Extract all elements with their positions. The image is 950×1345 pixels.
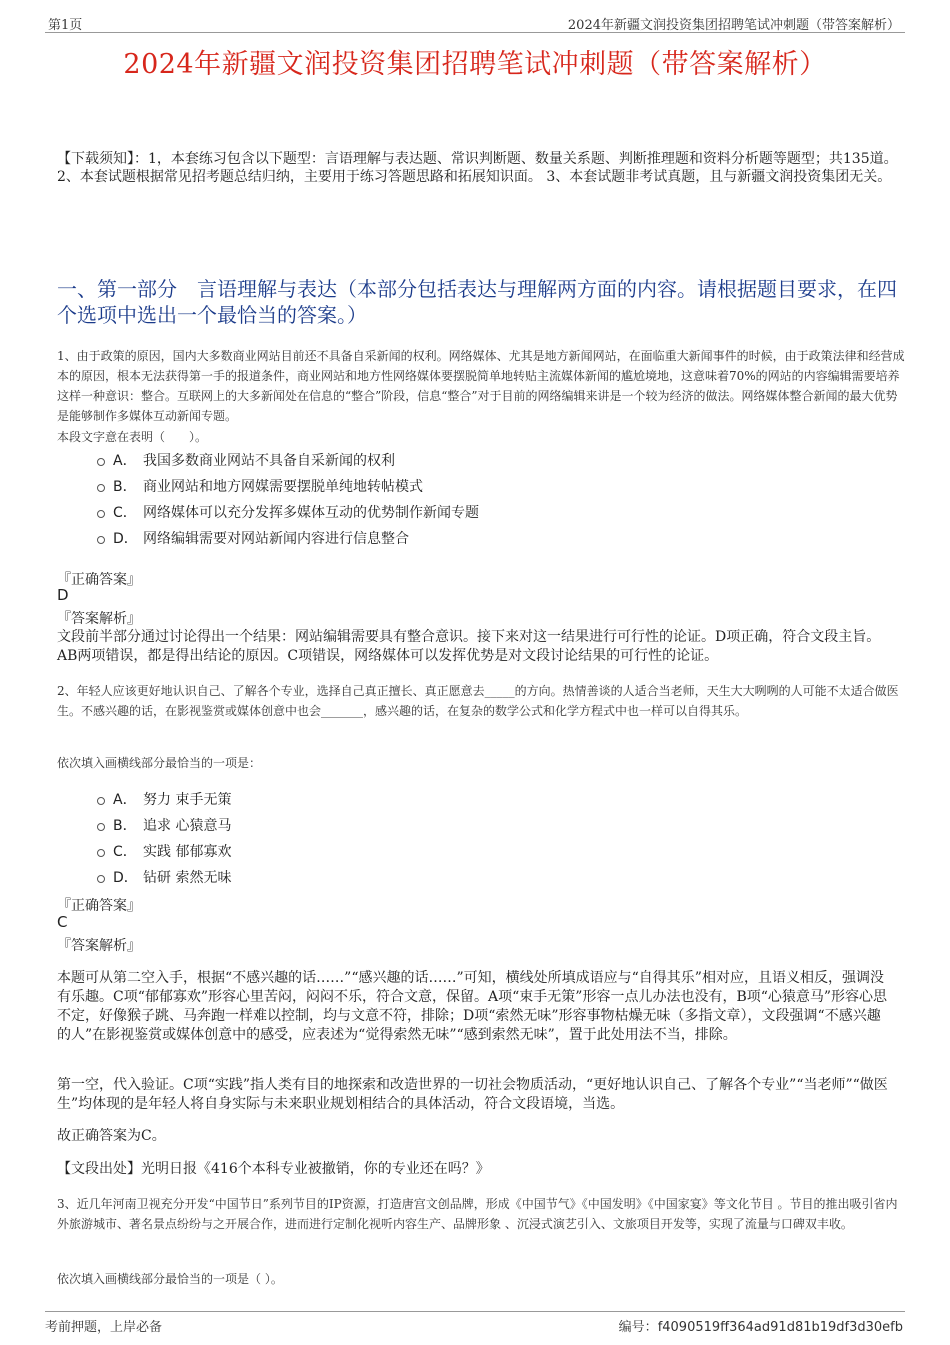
option-b[interactable]: B． 商业网站和地方网媒需要摆脱单纯地转帖模式	[97, 473, 479, 499]
analysis-label: 『答案解析』	[57, 611, 141, 627]
option-b[interactable]: B． 追求 心猿意马	[97, 812, 231, 838]
page-header	[45, 12, 905, 33]
correct-answer: C	[57, 913, 68, 931]
radio-icon[interactable]	[97, 823, 105, 831]
question-3-text: 3、近几年河南卫视充分开发“中国节日”系列节目的IP资源，打造唐宫文创品牌，形成《中国节气》《中国发明》《中国家宴》等文化节目 。节目的推出吸引省内外旅游城市、著名景点纷纷与之开展合作，进而进行定制化视听内容生产、品牌形象 、沉浸式演艺引入、文旅项目开发等，实现了流量与口碑双丰收。	[57, 1197, 898, 1231]
page-footer	[45, 1311, 905, 1340]
question-2-text: 2、年轻人应该更好地认识自己、了解各个专业，选择自己真正擅长、真正愿意去_____的方向。热情善谈的人适合当老师，天生大大咧咧的人可能不太适合做医生。不感兴趣的话，在影视鉴赏或媒体创意中也会_______，感兴趣的话，在复杂的数学公式和化学方程式中也一样可以自得其乐。	[57, 684, 899, 718]
download-notice: 【下载须知】：1，本套练习包含以下题型：言语理解与表达题、常识判断题、数量关系题、判断推理题和资料分析题等题型；共135道。 2、本套试题根据常见招考题总结归纳，主要用于练习答题思路和拓展知识面。 3、本套试题非考试真题，且与新疆文润投资集团无关。	[57, 151, 898, 185]
option-c[interactable]: C． 实践 郁郁寡欢	[97, 838, 231, 864]
radio-icon[interactable]	[97, 849, 105, 857]
radio-icon[interactable]	[97, 536, 105, 544]
question-2-stem: 依次填入画横线部分最恰当的一项是：	[57, 756, 262, 770]
analysis-paragraph-3: 故正确答案为C。	[57, 1128, 166, 1144]
radio-icon[interactable]	[97, 875, 105, 883]
radio-icon[interactable]	[97, 797, 105, 805]
option-c[interactable]: C． 网络媒体可以充分发挥多媒体互动的优势制作新闻专题	[97, 499, 479, 525]
radio-icon[interactable]	[97, 458, 105, 466]
footer-code: 编号：f4090519ff364ad91d81b19df3d30efb	[618, 1320, 903, 1335]
source-citation: 【文段出处】光明日报《416个本科专业被撤销，你的专业还在吗？》	[57, 1161, 490, 1177]
question-1-options	[97, 447, 479, 551]
question-1-text: 1、由于政策的原因，国内大多数商业网站目前还不具备自采新闻的权利。网络媒体、尤其是地方新闻网站，在面临重大新闻事件的时候，由于政策法律和经营成本的原因，根本无法获得第一手的报道条件，商业网站和地方性网络媒体要摆脱简单地转贴主流媒体新闻的尴尬境地，这意味着70%的网站的内容编辑需要培养这样一种意识：整合。互联网上的大多新闻处在信息的“整合”阶段，信息“整合”对于目前的网络编辑来讲是一个较为经济的做法。网络媒体整合新闻的最大优势是能够制作多媒体互动新闻专题。	[57, 349, 905, 423]
answer-label: 『正确答案』	[57, 898, 141, 914]
correct-answer: D	[57, 586, 69, 604]
analysis-label: 『答案解析』	[57, 938, 141, 954]
question-3-stem: 依次填入画横线部分最恰当的一项是（ ）。	[57, 1272, 283, 1286]
radio-icon[interactable]	[97, 484, 105, 492]
analysis-paragraph-1: 本题可从第二空入手，根据“不感兴趣的话……”“感兴趣的话……”可知，横线处所填成语应与“自得其乐”相对应，且语义相反，强调没有乐趣。C项“郁郁寡欢”形容心里苦闷，闷闷不乐，符合文意，保留。A项“束手无策”形容一点儿办法也没有，B项“心猿意马”形容心思不定，好像猴子跳、马奔跑一样难以控制，均与文意不符，排除；D项“索然无味”形容事物枯燥无味（多指文章），文段强调“不感兴趣的人”在影视鉴赏或媒体创意中的感受，应表述为“觉得索然无味”“感到索然无味”，置于此处用法不当，排除。	[57, 970, 888, 1043]
option-d[interactable]: D． 钻研 索然无味	[97, 864, 231, 890]
option-a[interactable]: A． 我国多数商业网站不具备自采新闻的权利	[97, 447, 479, 473]
option-a[interactable]: A． 努力 束手无策	[97, 786, 231, 812]
header-doc-title: 2024年新疆文润投资集团招聘笔试冲刺题（带答案解析）	[567, 18, 900, 33]
section-heading: 一、第一部分 言语理解与表达（本部分包括表达与理解两方面的内容。请根据题目要求，在四个选项中选出一个最恰当的答案。）	[57, 277, 897, 327]
radio-icon[interactable]	[97, 510, 105, 518]
question-2-options	[97, 786, 231, 890]
document-title: 2024年新疆文润投资集团招聘笔试冲刺题（带答案解析）	[123, 49, 827, 80]
answer-label: 『正确答案』	[57, 572, 141, 588]
question-1-stem: 本段文字意在表明（ ）。	[57, 430, 208, 444]
analysis-paragraph-2: 第一空，代入验证。C项“实践”指人类有目的地探索和改造世界的一切社会物质活动，“更好地认识自己、了解各个专业”“当老师”“做医生”均体现的是年轻人将自身实际与未来职业规划相结合的具体活动，符合文段语境，当选。	[57, 1077, 888, 1112]
option-d[interactable]: D． 网络编辑需要对网站新闻内容进行信息整合	[97, 525, 479, 551]
page-number: 第1页	[48, 18, 83, 33]
analysis-text: 文段前半部分通过讨论得出一个结果：网站编辑需要具有整合意识。接下来对这一结果进行可行性的论证。D项正确，符合文段主旨。AB两项错误，都是得出结论的原因。C项错误，网络媒体可以发挥优势是对文段讨论结果的可行性的论证。	[57, 629, 881, 664]
footer-slogan: 考前押题，上岸必备	[45, 1320, 163, 1335]
